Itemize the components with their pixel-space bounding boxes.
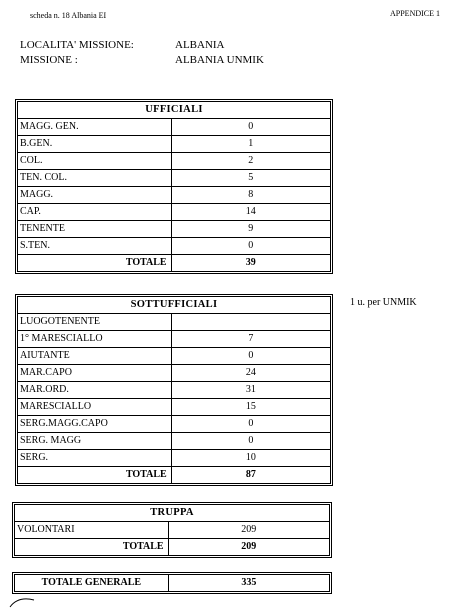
count-cell: 8	[171, 187, 330, 204]
table-row	[18, 170, 331, 187]
sottufficiali-title: SOTTUFFICIALI	[18, 297, 331, 314]
table-row	[18, 450, 331, 467]
grand-total-value: 335	[168, 575, 329, 592]
table-row	[15, 522, 330, 539]
field-label-localita: LOCALITA' MISSIONE:	[20, 39, 134, 51]
rank-cell: B.GEN.	[18, 136, 172, 153]
table-row	[18, 331, 331, 348]
total-label: TOTALE	[15, 539, 169, 556]
field-value-localita: ALBANIA	[175, 39, 225, 51]
table-row	[18, 204, 331, 221]
total-value: 87	[171, 467, 330, 484]
count-cell: 7	[171, 331, 330, 348]
total-label: TOTALE	[18, 255, 172, 272]
count-cell: 9	[171, 221, 330, 238]
grand-total-label: TOTALE GENERALE	[15, 575, 169, 592]
rank-cell: COL.	[18, 153, 172, 170]
rank-cell: TENENTE	[18, 221, 172, 238]
count-cell: 10	[171, 450, 330, 467]
count-cell: 0	[171, 416, 330, 433]
rank-cell: SERG.	[18, 450, 172, 467]
pen-stroke-mark	[8, 594, 38, 608]
count-cell: 15	[171, 399, 330, 416]
table-row	[18, 221, 331, 238]
total-row	[18, 467, 331, 484]
table-row	[18, 314, 331, 331]
table-row	[18, 433, 331, 450]
truppa-table	[14, 504, 330, 556]
count-cell: 5	[171, 170, 330, 187]
table-row	[18, 365, 331, 382]
count-cell: 0	[171, 433, 330, 450]
sottufficiali-table	[17, 296, 331, 484]
rank-cell: MARESCIALLO	[18, 399, 172, 416]
count-cell	[171, 314, 330, 331]
rank-cell: MAR.CAPO	[18, 365, 172, 382]
total-row	[18, 255, 331, 272]
count-cell: 31	[171, 382, 330, 399]
unmik-note: 1 u. per UNMIK	[350, 297, 417, 308]
count-cell: 1	[171, 136, 330, 153]
rank-cell: S.TEN.	[18, 238, 172, 255]
rank-cell: VOLONTARI	[15, 522, 169, 539]
rank-cell: TEN. COL.	[18, 170, 172, 187]
total-row	[15, 539, 330, 556]
field-label-missione: MISSIONE :	[20, 54, 78, 66]
count-cell: 209	[168, 522, 329, 539]
total-value: 209	[168, 539, 329, 556]
count-cell: 0	[171, 119, 330, 136]
rank-cell: CAP.	[18, 204, 172, 221]
table-row	[18, 399, 331, 416]
table-row	[18, 187, 331, 204]
appendix-label: APPENDICE 1	[390, 9, 441, 18]
rank-cell: MAGG. GEN.	[18, 119, 172, 136]
count-cell: 24	[171, 365, 330, 382]
rank-cell: LUOGOTENENTE	[18, 314, 172, 331]
table-row	[18, 416, 331, 433]
ufficiali-table	[17, 101, 331, 272]
table-row	[18, 238, 331, 255]
table-row	[18, 136, 331, 153]
rank-cell: SERG. MAGG	[18, 433, 172, 450]
ufficiali-title: UFFICIALI	[18, 102, 331, 119]
count-cell: 2	[171, 153, 330, 170]
document-reference: scheda n. 18 Albania EI	[30, 11, 107, 20]
field-value-missione: ALBANIA UNMIK	[175, 54, 264, 66]
total-value: 39	[171, 255, 330, 272]
count-cell: 0	[171, 348, 330, 365]
total-label: TOTALE	[18, 467, 172, 484]
grand-total-table	[14, 574, 330, 592]
count-cell: 14	[171, 204, 330, 221]
table-row	[18, 382, 331, 399]
rank-cell: SERG.MAGG.CAPO	[18, 416, 172, 433]
table-row	[18, 119, 331, 136]
count-cell: 0	[171, 238, 330, 255]
truppa-title: TRUPPA	[15, 505, 330, 522]
rank-cell: AIUTANTE	[18, 348, 172, 365]
table-row	[18, 153, 331, 170]
rank-cell: MAR.ORD.	[18, 382, 172, 399]
rank-cell: 1° MARESCIALLO	[18, 331, 172, 348]
table-row	[18, 348, 331, 365]
rank-cell: MAGG.	[18, 187, 172, 204]
